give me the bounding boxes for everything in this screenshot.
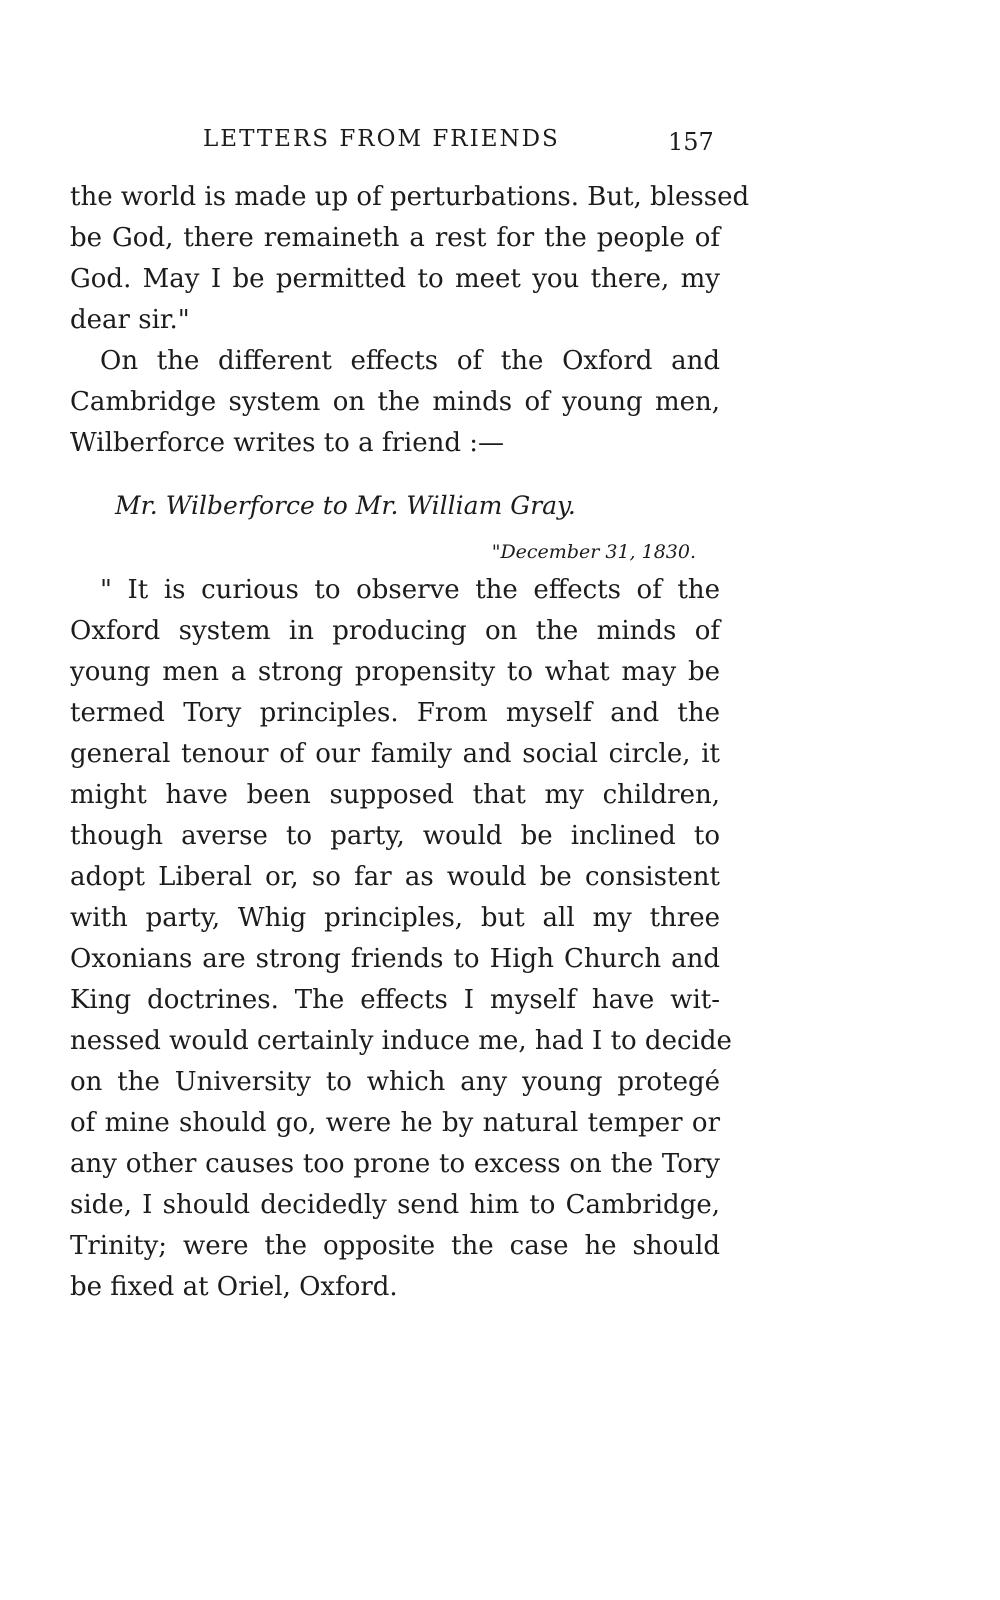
text-line: be God, there remaineth a rest for the people of xyxy=(70,223,720,253)
text-line: nessed would certainly induce me, had I to decide xyxy=(70,1026,732,1056)
body-text xyxy=(70,177,750,1308)
text-line: God. May I be permitted to meet you there, my xyxy=(70,264,720,294)
text-line: with party, Whig principles, but all my three xyxy=(70,903,720,933)
text-line: Oxonians are strong friends to High Church and xyxy=(70,944,720,974)
text-line: On the different effects of the Oxford and xyxy=(100,346,720,376)
running-title: LETTERS FROM FRIENDS xyxy=(203,126,560,152)
text-line: any other causes too prone to excess on the Tory xyxy=(70,1149,720,1179)
text-line: the world is made up of perturbations. But, blessed xyxy=(70,182,750,212)
letter-body xyxy=(70,570,732,1308)
text-line: side, I should decidedly send him to Cambridge, xyxy=(70,1190,720,1220)
text-line: " It is curious to observe the effects of the xyxy=(100,575,720,605)
text-line: of mine should go, were he by natural temper or xyxy=(70,1108,720,1138)
text-line: Trinity; were the opposite the case he should xyxy=(70,1231,720,1261)
text-line: Oxford system in producing on the minds of xyxy=(70,616,720,646)
paragraph-2 xyxy=(70,341,720,464)
text-line: general tenour of our family and social circle, it xyxy=(70,739,720,769)
text-line: might have been supposed that my children, xyxy=(70,780,720,810)
letter-heading: Mr. Wilberforce to Mr. William Gray. xyxy=(115,491,576,520)
text-line: adopt Liberal or, so far as would be consistent xyxy=(70,862,720,892)
page-number: 157 xyxy=(668,128,714,156)
text-line: on the University to which any young protegé xyxy=(70,1067,720,1097)
letter-dateline: "December 31, 1830. xyxy=(491,541,696,563)
text-line: though averse to party, would be inclined to xyxy=(70,821,720,851)
text-line: Cambridge system on the minds of young men, xyxy=(70,387,720,417)
paragraph-1 xyxy=(70,177,750,341)
text-line: King doctrines. The effects I myself have wit- xyxy=(70,985,720,1015)
text-line: young men a strong propensity to what may be xyxy=(70,657,720,687)
text-line: Wilberforce writes to a friend :— xyxy=(70,428,505,458)
text-line: termed Tory principles. From myself and the xyxy=(70,698,720,728)
text-line: be fixed at Oriel, Oxford. xyxy=(70,1272,398,1302)
text-line: dear sir." xyxy=(70,305,190,335)
running-head xyxy=(0,122,1000,162)
